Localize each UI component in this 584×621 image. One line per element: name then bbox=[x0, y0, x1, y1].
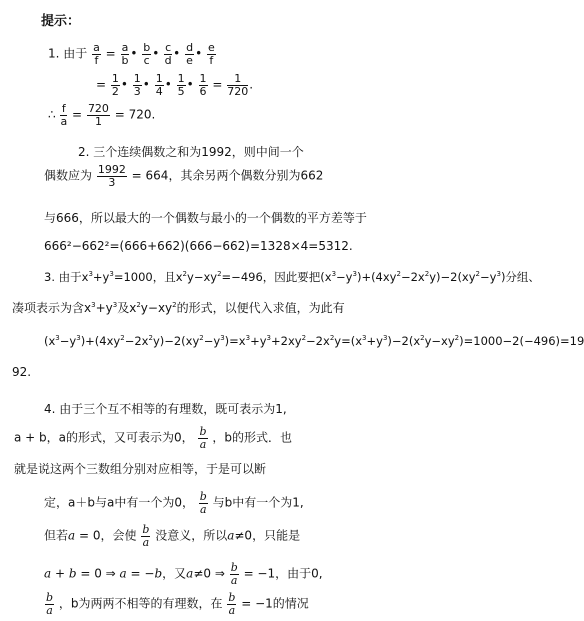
frac-720-1: $\frac{720}{1}$ bbox=[87, 102, 109, 128]
p1-intro: 1. 由于 bbox=[48, 46, 88, 61]
frac-1-2: $\frac{1}{2}$ bbox=[111, 72, 119, 98]
p2-line1: 2. 三个连续偶数之和为1992，则中间一个 bbox=[78, 145, 304, 159]
frac-b-a: $\frac{b}{a}$ bbox=[230, 561, 238, 587]
p4-text: ，b的形式．也 bbox=[212, 430, 292, 445]
frac-e-f: $\frac{e}{f}$ bbox=[207, 41, 215, 67]
p2-line4: 666²−662²=(666+662)(666−662)=1328×4=5312. bbox=[44, 239, 353, 253]
period: . bbox=[249, 77, 254, 92]
p4-line1: 4. 由于三个互不相等的有理数，既可表示为1, bbox=[44, 402, 287, 416]
p2-line3: 与666，所以最大的一个偶数与最小的一个偶数的平方差等于 bbox=[44, 211, 367, 225]
frac-1-6: $\frac{1}{6}$ bbox=[199, 72, 207, 98]
p3-line4: 92. bbox=[12, 365, 32, 379]
p2-text: = 664，其余另两个偶数分别为662 bbox=[131, 168, 324, 183]
p4-line5: 但若a = 0，会使 $\frac{b}{a}$ 没意义，所以a≠0，只能是 bbox=[44, 523, 301, 549]
frac-c-d: $\frac{c}{d}$ bbox=[164, 41, 172, 67]
equals: = bbox=[72, 107, 83, 122]
frac-b-a: $\frac{b}{a}$ bbox=[199, 425, 207, 451]
p4-line3: 就是说这两个三数组分别对应相等，于是可以断 bbox=[14, 462, 267, 476]
frac-a-b: $\frac{a}{b}$ bbox=[121, 41, 129, 67]
p1-line1: 1. 由于 $\frac{a}{f}$ = $\frac{a}{b}$ • $\frac{b}{c}$ • $\frac{c}{d}$ • $\frac{d}{e}$ • $\frac{e}{f}$ bbox=[48, 41, 215, 67]
frac-1992-3: $\frac{1992}{3}$ bbox=[97, 163, 126, 189]
equals: = bbox=[105, 46, 116, 61]
p1-result: = 720. bbox=[114, 107, 156, 122]
p1-line2: = $\frac{1}{2}$ • $\frac{1}{3}$ • $\frac{1}{4}$ • $\frac{1}{5}$ • $\frac{1}{6}$ = $\frac{1}{720}$ . bbox=[96, 72, 254, 98]
frac-d-e: $\frac{d}{e}$ bbox=[186, 41, 194, 67]
equals: = bbox=[96, 77, 107, 92]
frac-f-a: $\frac{f}{a}$ bbox=[60, 102, 68, 128]
frac-1-4: $\frac{1}{4}$ bbox=[155, 72, 163, 98]
frac-a-f: $\frac{a}{f}$ bbox=[93, 41, 100, 67]
p4-text: 与b中有一个为1, bbox=[212, 495, 304, 510]
p4-line6: a + b = 0 ⇒ a = −b，又a≠0 ⇒ $\frac{b}{a}$ = −1，由于0, bbox=[44, 561, 323, 587]
therefore-sign: ∴ bbox=[48, 107, 56, 122]
p1-line3 bbox=[48, 103, 155, 127]
p4-line7: $\frac{b}{a}$ ，b为两两不相等的有理数，在 $\frac{b}{a}$ = −1的情况 bbox=[46, 591, 309, 617]
frac-1-720: $\frac{1}{720}$ bbox=[227, 72, 249, 98]
p4-text: a + b，a的形式，又可表示为0， bbox=[14, 430, 194, 445]
p2-text: 偶数应为 bbox=[44, 168, 93, 183]
p3-line3: $(x^3-y^3)+(4xy^2-2x^2y)-2(xy^2-y^3)=x^3+y^3+2xy^2-2x^2y=(x^3+y^3)-2(x^2y-xy^2)=1000-2(-496)=19$ bbox=[44, 334, 584, 348]
p3-line1: 3. 由于$x^3+y^3=1000$，且$x^2y-xy^2=-496$，因此要把$(x^3-y^3)+(4xy^2-2x^2y)-2(xy^2-y^3)$分组、 bbox=[44, 270, 540, 284]
frac-b-a: $\frac{b}{a}$ bbox=[199, 490, 207, 516]
p2-line2 bbox=[44, 164, 323, 188]
hint-title: 提示： bbox=[41, 14, 81, 29]
p4-text: 定，a＋b与a中有一个为0， bbox=[44, 495, 194, 510]
frac-b-a: $\frac{b}{a}$ bbox=[46, 591, 54, 617]
equals: = bbox=[212, 77, 223, 92]
p4-line4 bbox=[44, 491, 304, 515]
frac-b-c: $\frac{b}{c}$ bbox=[143, 41, 151, 67]
frac-1-3: $\frac{1}{3}$ bbox=[133, 72, 141, 98]
p4-line2 bbox=[14, 426, 292, 450]
frac-b-a: $\frac{b}{a}$ bbox=[228, 591, 236, 617]
frac-b-a: $\frac{b}{a}$ bbox=[142, 523, 150, 549]
frac-1-5: $\frac{1}{5}$ bbox=[177, 72, 185, 98]
p3-line2: 凑项表示为含$x^3+y^3$及$x^2y-xy^2$的形式，以便代入求值，为此有 bbox=[12, 301, 345, 315]
